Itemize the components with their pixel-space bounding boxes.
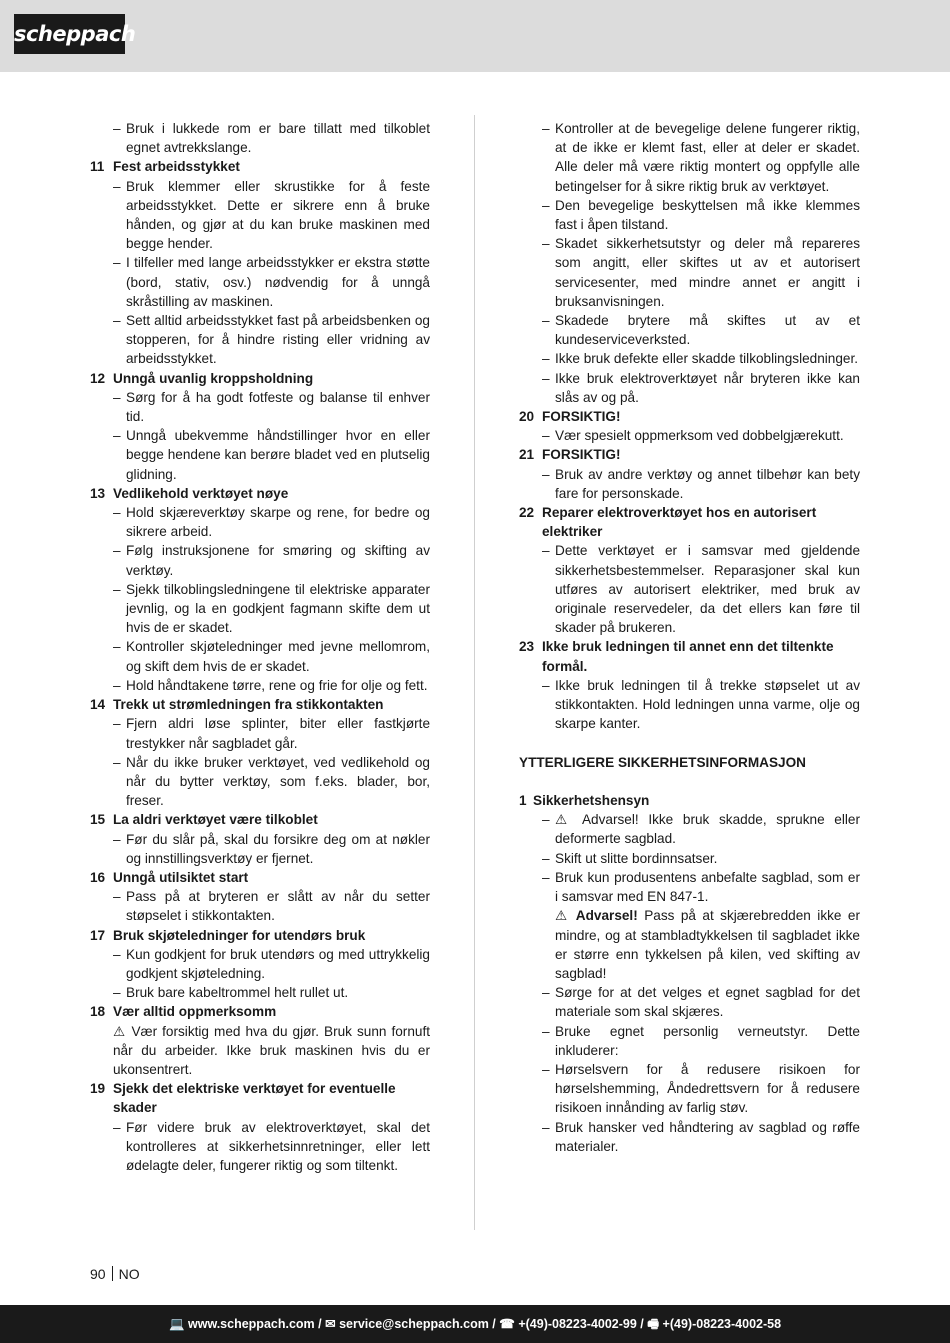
- section-title: Unngå utilsiktet start: [113, 869, 249, 885]
- section-1: [519, 791, 860, 1156]
- page-language: NO: [118, 1266, 140, 1282]
- right-column: [519, 119, 860, 1156]
- list-item: – Bruk i lukkede rom er bare tillatt med tilkoblet egnet avtrekkslange.: [113, 121, 430, 156]
- list-item: – Sørg for å ha godt fotfeste og balanse til enhver tid.: [113, 389, 430, 425]
- list-item: – ⚠ Advarsel! Ikke bruk skadde, sprukne eller deformerte sagblad.: [542, 812, 860, 847]
- page-footer: [90, 1264, 140, 1284]
- left-column: [90, 119, 430, 1175]
- list-item: – Den bevegelige beskyttelsen må ikke klemmes fast i åpen tilstand.: [542, 197, 860, 233]
- list-item: – I tilfeller med lange arbeidsstykker er ekstra støtte (bord, stativ, osv.) nødvendig for å unngå skråstilling av maskinen.: [113, 255, 430, 309]
- column-divider: [474, 115, 475, 1230]
- section-20: [519, 407, 860, 445]
- section-13: [90, 484, 430, 695]
- additional-safety-heading: YTTERLIGERE SIKKERHETSINFORMASJON: [519, 754, 807, 770]
- list-item: – Hørselsvern for å redusere risikoen for hørselshemming, Åndedrettsvern for å redusere risikoen innånding av farlig støv.: [542, 1061, 860, 1116]
- section-number: 16: [90, 869, 106, 885]
- section-title: Ikke bruk ledningen til annet enn det tiltenkte formål.: [542, 639, 834, 674]
- email-link[interactable]: service@scheppach.com /: [339, 1317, 496, 1331]
- list-item: – Sjekk tilkoblingsledningene til elektriske apparater jevnlig, og la en godkjent fagmann skifte dem ut hvis de er skadet.: [113, 581, 430, 636]
- list-item: – Bruk klemmer eller skrustikke for å feste arbeidsstykket. Dette er sikrere enn å bruke hånden, og gjør at du kan bruke maskinen med begge hender.: [113, 178, 430, 252]
- list-item: – Dette verktøyet er i samsvar med gjeldende sikkerhetsbestemmelser. Reparasjoner skal kun utføres av autorisert elektriker, med bruk av originale reservedeler, da det ellers kan føre til skader på brukeren.: [542, 543, 860, 636]
- section-number: 21: [519, 447, 535, 463]
- brand-logo: scheppach: [14, 14, 125, 54]
- mail-icon: ✉: [325, 1317, 336, 1331]
- section-title: Vedlikehold verktøyet nøye: [113, 485, 289, 501]
- section-number: 19: [90, 1081, 106, 1097]
- list-item: – Bruk av andre verktøy og annet tilbehør kan bety fare for personskade.: [542, 466, 860, 501]
- section-title: La aldri verktøyet være tilkoblet: [113, 812, 318, 828]
- page-number: 90: [90, 1266, 106, 1282]
- section-title: Sikkerhetshensyn: [533, 793, 650, 809]
- list-item: – Sett alltid arbeidsstykket fast på arbeidsbenken og stopperen, for å hindre risting eller vridning av arbeidsstykket.: [113, 313, 430, 367]
- page-header: [0, 0, 950, 72]
- section-title: Fest arbeidsstykket: [113, 159, 240, 175]
- phone-number: +(49)-08223-4002-99 /: [518, 1317, 644, 1331]
- section-19: [90, 1079, 430, 1175]
- section-16: [90, 868, 430, 926]
- section-title: Bruk skjøteledninger for utendørs bruk: [113, 927, 366, 943]
- list-item: – Ikke bruk ledningen til å trekke støpselet ut av stikkontakten. Hold ledningen unna varme, olje og skarpe kanter.: [542, 677, 860, 732]
- web-icon: 💻: [168, 1317, 185, 1331]
- section-15: [90, 810, 430, 868]
- list-item: – Kontroller skjøteledninger med jevne mellomrom, og skift dem hvis de er skadet.: [113, 639, 430, 674]
- list-item: – Før du slår på, skal du forsikre deg om at nøkler og innstillingsverktøy er fjernet.: [113, 831, 430, 866]
- section-number: 1: [519, 793, 527, 809]
- section-title: Vær alltid oppmerksomm: [113, 1004, 277, 1020]
- section-number: 13: [90, 485, 106, 501]
- list-item: – Bruk hansker ved håndtering av sagblad og røffe materialer.: [542, 1119, 860, 1154]
- list-item: – Skift ut slitte bordinnsatser.: [542, 850, 718, 866]
- section-number: 12: [90, 370, 106, 386]
- list-item: – Sørge for at det velges et egnet sagblad for det materiale som skal skjæres.: [542, 985, 860, 1020]
- list-item: – Før videre bruk av elektroverktøyet, skal det kontrolleres at sikkerhetsinnretninger, eller lett ødelagte deler, fungerer riktig og som tiltenkt.: [113, 1119, 430, 1173]
- section-title: Trekk ut strømledningen fra stikkontakten: [113, 697, 384, 713]
- list-item: – Bruk bare kabeltrommel helt rullet ut.: [113, 985, 349, 1001]
- list-item: – Skadede brytere må skiftes ut av et kundeserviceverksted.: [542, 313, 860, 348]
- section-21: [519, 445, 860, 503]
- list-item: – Bruk kun produsentens anbefalte sagblad, som er i samsvar med EN 847-1.: [542, 869, 860, 905]
- section-title: Sjekk det elektriske verktøyet for eventuelle skader: [113, 1081, 396, 1116]
- section-number: 23: [519, 639, 535, 655]
- section-number: 20: [519, 409, 535, 425]
- list-item: – Unngå ubekvemme håndstillinger hvor en eller begge hendene kan berøre bladet ved en plutselig glidning.: [113, 428, 430, 482]
- fax-number: +(49)-08223-4002-58: [662, 1317, 782, 1331]
- section-number: 15: [90, 812, 106, 828]
- warning-label: ⚠ Advarsel!: [555, 908, 638, 924]
- list-item: – Følg instruksjonene for smøring og skifting av verktøy.: [113, 543, 430, 578]
- section-number: 14: [90, 697, 106, 713]
- list-item: – Ikke bruk defekte eller skadde tilkoblingsledninger.: [542, 351, 859, 367]
- section-12: [90, 369, 430, 484]
- section-number: 18: [90, 1004, 106, 1020]
- section-number: 22: [519, 505, 535, 521]
- list-item: – Kun godkjent for bruk utendørs og med uttrykkelig godkjent skjøteledning.: [113, 946, 430, 981]
- warning-text: Pass på at skjærebredden ikke er mindre, og at stambladtykkelsen til sagbladet ikke er større enn tykkelsen på kilen, ved skifting av sagblad!: [555, 908, 860, 981]
- list-item: – Når du ikke bruker verktøyet, ved vedlikehold og når du bytter verktøy, som f.eks. blader, bor, freser.: [113, 754, 430, 809]
- list-item: – Ikke bruk elektroverktøyet når bryteren ikke kan slås av og på.: [542, 370, 860, 405]
- warning-note: ⚠ Vær forsiktig med hva du gjør. Bruk sunn fornuft når du arbeider. Ikke bruk maskinen hvis du er ukonsentrert.: [113, 1023, 430, 1077]
- website-link[interactable]: www.scheppach.com /: [188, 1317, 322, 1331]
- section-14: [90, 695, 430, 810]
- section-title: Unngå uvanlig kroppsholdning: [113, 370, 314, 386]
- section-18: [90, 1002, 430, 1079]
- section-17: [90, 926, 430, 1003]
- list-item: – Pass på at bryteren er slått av når du setter støpselet i stikkontakten.: [113, 889, 430, 924]
- list-item: – Skadet sikkerhetsutstyr og deler må repareres som angitt, eller skiftes ut av et autorisert servicesenter, med mindre annet er angitt i bruksanvisningen.: [542, 236, 860, 309]
- section-title: FORSIKTIG!: [542, 447, 621, 463]
- contact-bar: [0, 1305, 950, 1343]
- section-11: [90, 157, 430, 368]
- phone-icon: ☎: [499, 1317, 515, 1331]
- fax-icon: 🖷: [647, 1317, 660, 1331]
- section-title: FORSIKTIG!: [542, 409, 621, 425]
- section-23: [519, 637, 860, 733]
- section-title: Reparer elektroverktøyet hos en autorisert elektriker: [542, 505, 817, 540]
- list-item: – Hold skjæreverktøy skarpe og rene, for bedre og sikrere arbeid.: [113, 505, 430, 540]
- warning-paragraph: [519, 906, 860, 983]
- list-item: – Vær spesielt oppmerksom ved dobbelgjærekutt.: [542, 428, 844, 444]
- list-item: – Hold håndtakene tørre, rene og frie for olje og fett.: [113, 677, 428, 693]
- section-number: 17: [90, 927, 106, 943]
- section-22: [519, 503, 860, 637]
- section-number: 11: [90, 159, 105, 175]
- list-item: – Fjern aldri løse splinter, biter eller fastkjørte trestykker når sagbladet går.: [113, 716, 430, 751]
- list-item: – Bruke egnet personlig verneutstyr. Dette inkluderer:: [542, 1023, 860, 1058]
- list-item: – Kontroller at de bevegelige delene fungerer riktig, at de ikke er klemt fast, eller at deler er skadet. Alle deler må være riktig montert og oppfylle alle betingelser for å sikre riktig bruk av verktøyet.: [542, 121, 860, 194]
